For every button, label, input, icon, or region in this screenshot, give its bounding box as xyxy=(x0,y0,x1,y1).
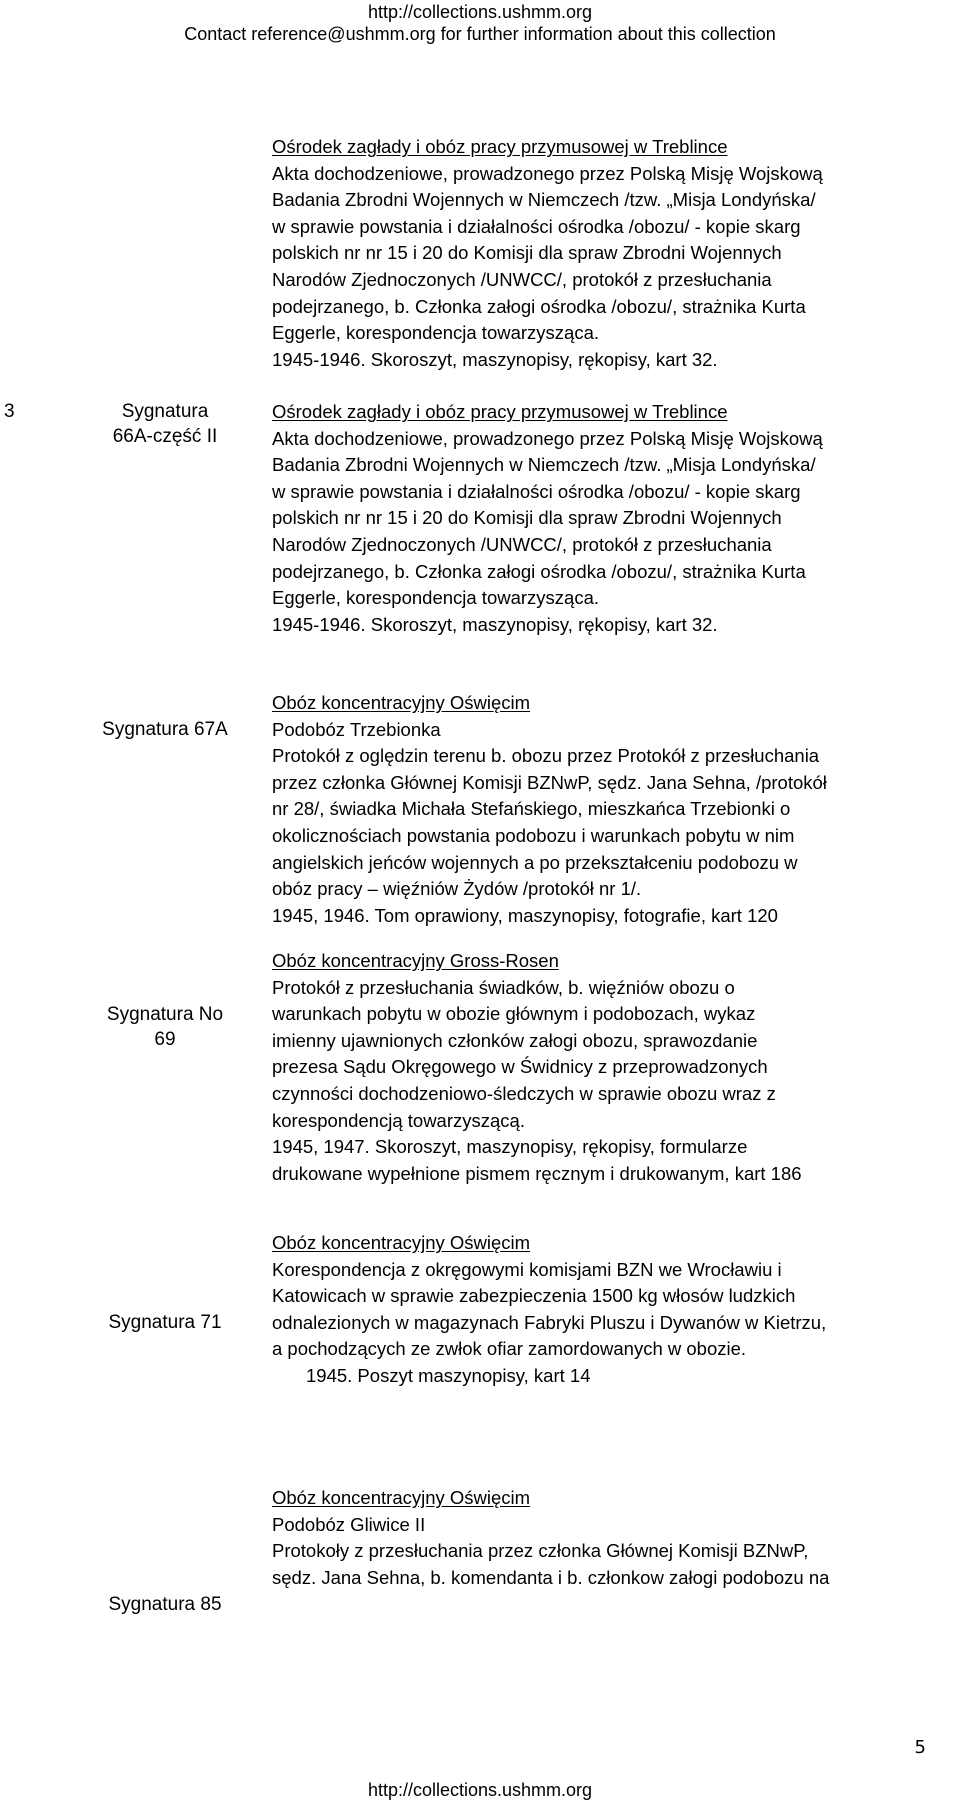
entry-text-line: Katowicach w sprawie zabezpieczenia 1500 kg włosów ludzkich xyxy=(272,1285,796,1307)
entry-text-line: Korespondencja z okręgowymi komisjami BZN we Wrocławiu i xyxy=(272,1258,782,1280)
header-url[interactable]: http://collections.ushmm.org xyxy=(367,2,593,22)
entry-text-line: podejrzanego, b. Członka załogi ośrodka /obozu/, strażnika Kurta xyxy=(272,560,806,582)
sygnatura-text: Sygnatura 67A xyxy=(102,719,228,740)
entry-text-line: obóz pracy – więźniów Żydów /protokół nr 1/. xyxy=(272,878,642,900)
entry-text-line: w sprawie powstania i działalności ośrodka /obozu/ - kopie skarg xyxy=(272,480,801,502)
entry-number: 3 xyxy=(4,401,15,422)
entry-text-line: Eggerle, korespondencja towarzysząca. xyxy=(272,322,600,344)
entry-description xyxy=(272,399,942,638)
entry-text-line: Protokoły z przesłuchania przez członka Głównej Komisji BZNwP, xyxy=(272,1540,809,1562)
entry-text-line: Protokół z przesłuchania świadków, b. więźniów obozu o xyxy=(272,976,735,998)
entry-date-line: 1945. Poszyt maszynopisy, kart 14 xyxy=(306,1364,591,1386)
sygnatura-label xyxy=(90,717,240,742)
entry-title: Ośrodek zagłady i obóz pracy przymusowej w Treblince xyxy=(272,136,728,157)
sygnatura-label xyxy=(90,1002,240,1052)
entry-text-line: nr 28/, świadka Michała Stefańskiego, mieszkańca Trzebionki o xyxy=(272,798,791,820)
entry-text-line: Narodów Zjednoczonych /UNWCC/, protokół z przesłuchania xyxy=(272,533,772,555)
sygnatura-label xyxy=(90,1310,240,1335)
entry-text-line: a pochodzących ze zwłok ofiar zamordowanych w obozie. xyxy=(272,1338,747,1360)
entry-title: Obóz koncentracyjny Oświęcim xyxy=(272,1232,531,1253)
sygnatura-text: 66A-część II xyxy=(112,426,218,447)
entry-text-line: drukowane wypełnione pismem ręcznym i drukowanym, kart 186 xyxy=(272,1162,802,1184)
entry-subtitle: Podobóz Trzebionka xyxy=(272,718,441,740)
entry-text-line: Akta dochodzeniowe, prowadzonego przez Polską Misję Wojskową xyxy=(272,162,823,184)
entry-text-line: Badania Zbrodni Wojennych w Niemczech /tzw. „Misja Londyńska/ xyxy=(272,189,816,211)
entry-text-line: korespondencją towarzyszącą. xyxy=(272,1109,525,1131)
entry-date-line: 1945, 1947. Skoroszyt, maszynopisy, rękopisy, formularze xyxy=(272,1136,748,1158)
sygnatura-text: Sygnatura 85 xyxy=(108,1594,222,1615)
sygnatura-label xyxy=(90,399,240,449)
entry-text-line: angielskich jeńców wojennych a po przekształceniu podobozu w xyxy=(272,851,798,873)
entry-text-line: imienny ujawnionych członków załogi obozu, sprawozdanie xyxy=(272,1029,758,1051)
sygnatura-text: Sygnatura xyxy=(121,401,209,422)
entry-description xyxy=(272,134,942,373)
entry-text-line: okolicznościach powstania podobozu i warunkach pobytu w nim xyxy=(272,824,795,846)
entry-text-line: polskich nr nr 15 i 20 do Komisji dla spraw Zbrodni Wojennych xyxy=(272,242,782,264)
entry-description xyxy=(272,690,942,929)
entry-text-line: polskich nr nr 15 i 20 do Komisji dla spraw Zbrodni Wojennych xyxy=(272,507,782,529)
sygnatura-text: 69 xyxy=(154,1029,176,1050)
entry-description xyxy=(272,1230,942,1390)
page-number: 5 xyxy=(914,1737,926,1758)
entry-text-line: Protokół z oględzin terenu b. obozu przez Protokół z przesłuchania xyxy=(272,745,820,767)
entry-title: Obóz koncentracyjny Oświęcim xyxy=(272,1487,531,1508)
sygnatura-text: Sygnatura No xyxy=(106,1004,224,1025)
entry-text-line: w sprawie powstania i działalności ośrodka /obozu/ - kopie skarg xyxy=(272,215,801,237)
entry-title: Obóz koncentracyjny Gross-Rosen xyxy=(272,950,559,971)
entry-text-line: czynności dochodzeniowo-śledczych w sprawie obozu wraz z xyxy=(272,1082,776,1104)
entry-title: Obóz koncentracyjny Oświęcim xyxy=(272,692,531,713)
entry-text-line: prezesa Sądu Okręgowego w Świdnicy z przeprowadzonych xyxy=(272,1056,768,1078)
entry-text-line: podejrzanego, b. Członka załogi ośrodka /obozu/, strażnika Kurta xyxy=(272,295,806,317)
sygnatura-text: Sygnatura 71 xyxy=(108,1312,222,1333)
entry-subtitle: Podobóz Gliwice II xyxy=(272,1513,426,1535)
entry-text-line: Badania Zbrodni Wojennych w Niemczech /tzw. „Misja Londyńska/ xyxy=(272,454,816,476)
entry-text-line: warunkach pobytu w obozie głównym i podobozach, wykaz xyxy=(272,1003,756,1025)
entry-text-line: przez członka Głównej Komisji BZNwP, sędz. Jana Sehna, /protokół xyxy=(272,771,827,793)
entry-date-line: 1945, 1946. Tom oprawiony, maszynopisy, fotografie, kart 120 xyxy=(272,904,778,926)
entry-date-line: 1945-1946. Skoroszyt, maszynopisy, rękopisy, kart 32. xyxy=(272,613,718,635)
entry-text-line: Eggerle, korespondencja towarzysząca. xyxy=(272,587,600,609)
entry-text-line: odnalezionych w magazynach Fabryki Pluszu i Dywanów w Kietrzu, xyxy=(272,1311,827,1333)
entry-text-line: Akta dochodzeniowe, prowadzonego przez Polską Misję Wojskową xyxy=(272,427,823,449)
footer-url[interactable]: http://collections.ushmm.org xyxy=(367,1780,593,1800)
entry-text-line: sędz. Jana Sehna, b. komendanta i b. członkow załogi podobozu na xyxy=(272,1566,830,1588)
header-contact-note[interactable]: Contact reference@ushmm.org for further information about this collection xyxy=(184,24,776,44)
entry-title: Ośrodek zagłady i obóz pracy przymusowej w Treblince xyxy=(272,401,728,422)
entry-date-line: 1945-1946. Skoroszyt, maszynopisy, rękopisy, kart 32. xyxy=(272,348,718,370)
entry-description xyxy=(272,948,942,1187)
entry-text-line: Narodów Zjednoczonych /UNWCC/, protokół z przesłuchania xyxy=(272,268,772,290)
entry-description xyxy=(272,1485,942,1591)
sygnatura-label xyxy=(90,1592,240,1617)
